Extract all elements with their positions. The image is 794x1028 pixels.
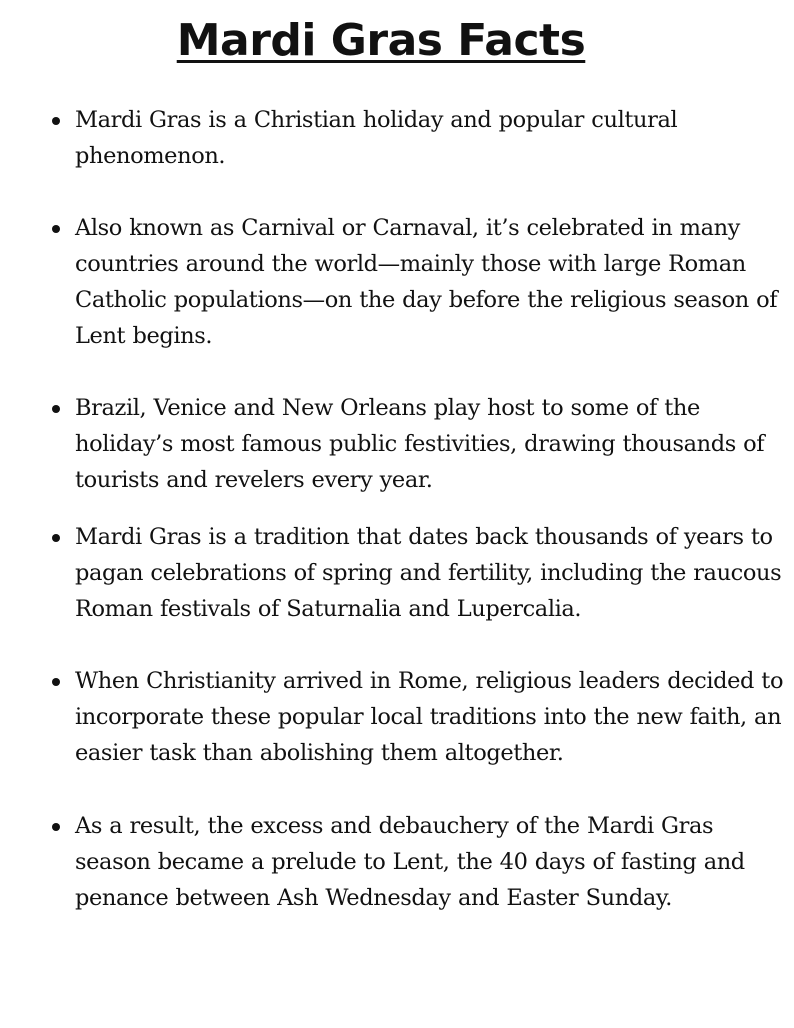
page-title: Mardi Gras Facts [176,15,586,66]
fact-text: Mardi Gras is a Christian holiday and popular cultural phenomenon. [75,107,678,169]
fact-text: Brazil, Venice and New Orleans play host to some of the holiday’s most famous public festivities, drawing thousands of tourists and revelers every year. [75,395,765,493]
bullet-icon [50,102,75,138]
fact-text: Mardi Gras is a tradition that dates back thousands of years to pagan celebrations of spring and fertility, including the raucous Roman festivals of Saturnalia and Lupercalia. [75,524,782,622]
bullet-icon [50,808,75,844]
bullet-icon [50,663,75,699]
fact-text: Also known as Carnival or Carnaval, it’s celebrated in many countries around the world—mainly those with large Roman Catholic populations—on the day before the religious season of Lent begins. [75,215,778,349]
fact-text: As a result, the excess and debauchery of the Mardi Gras season became a prelude to Lent, the 40 days of fasting and penance between Ash Wednesday and Easter Sunday. [75,813,745,911]
bullet-icon [50,390,75,426]
fact-list-item [50,519,786,627]
fact-list-item [50,390,786,498]
fact-text: When Christianity arrived in Rome, religious leaders decided to incorporate these popular local traditions into the new faith, an easier task than abolishing them altogether. [75,668,784,766]
fact-list-item [50,808,786,916]
bullet-icon [50,210,75,246]
fact-list-item [50,663,786,771]
fact-list-item [50,102,786,174]
bullet-icon [50,519,75,555]
fact-list-item [50,210,786,354]
